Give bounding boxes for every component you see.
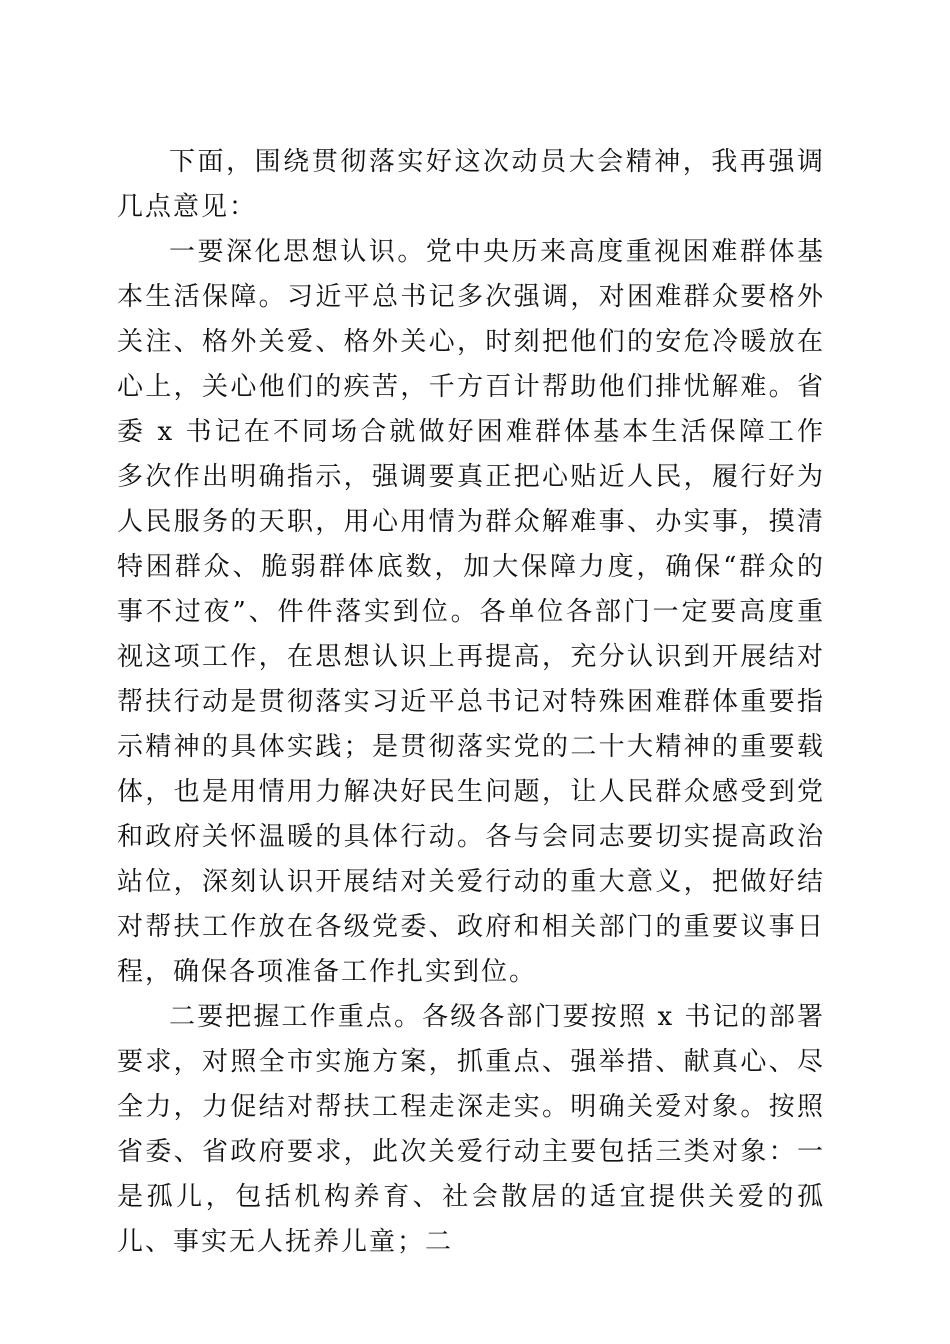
paragraph-key-priorities: 二要把握工作重点。各级各部门要按照 x 书记的部署要求，对照全市实施方案，抓重点、强举措、献真心、尽全力，力促结对帮扶工程走深走实。明确关爱对象。按照省委、省政府要求，此次关爱行动主要包括三类对象：一是孤儿，包括机构养育、社会散居的适宜提供关爱的孤儿、事实无人抚养儿童；二 bbox=[117, 1002, 825, 1257]
paragraph-deepen-understanding: 一要深化思想认识。党中央历来高度重视困难群体基本生活保障。习近平总书记多次强调，对困难群众要格外关注、格外关爱、格外关心，时刻把他们的安危冷暖放在心上，关心他们的疾苦，千方百计帮助他们排忧解难。省委 x 书记在不同场合就做好困难群体基本生活保障工作多次作出明确指示，强调要真正把心贴近人民，履行好为人民服务的天职，用心用情为群众解难事、办实事，摸清特困群众、脆弱群体底数，加大保障力度，确保“群众的事不过夜”、件件落实到位。各单位各部门一定要高度重视这项工作，在思想认识上再提高，充分认识到开展结对帮扶行动是贯彻落实习近平总书记对特殊困难群体重要指示精神的具体实践；是贯彻落实党的二十大精神的重要载体，也是用情用力解决好民生问题，让人民群众感受到党和政府关怀温暖的具体行动。各与会同志要切实提高政治站位，深刻认识开展结对关爱行动的重大意义，把做好结对帮扶工作放在各级党委、政府和相关部门的重要议事日程，确保各项准备工作扎实到位。 bbox=[117, 237, 825, 987]
document-page bbox=[117, 140, 825, 1265]
paragraph-intro: 下面，围绕贯彻落实好这次动员大会精神，我再强调几点意见： bbox=[117, 147, 825, 222]
